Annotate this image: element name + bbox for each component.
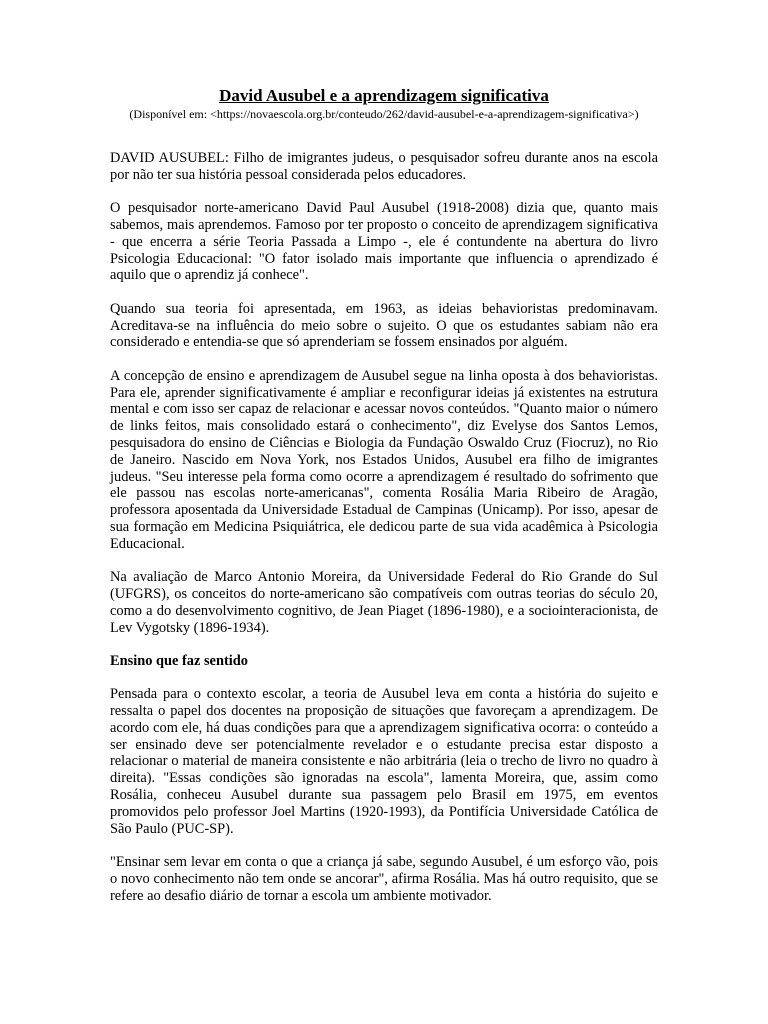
paragraph-conception: A concepção de ensino e aprendizagem de Ausubel segue na linha oposta à dos behavioristas. Para ele, aprender significativamente é ampliar e reconfigurar ideias já existentes na estrutura mental e com isso ser capaz de relacionar e acessar novos conteúdos. "Quanto maior o número de links feitos, mais consolidado estará o conhecimento", diz Evelyse dos Santos Lemos, pesquisadora do ensino de Ciências e Biologia da Fundação Oswaldo Cruz (Fiocruz), no Rio de Janeiro. Nascido em Nova York, nos Estados Unidos, Ausubel era filho de imigrantes judeus. "Seu interesse pela forma como ocorre a aprendizagem é resultado do sofrimento que ele passou nas escolas norte-americanas", comenta Rosália Maria Ribeiro de Aragão, professora aposentada da Universidade Estadual de Campinas (Unicamp). Por isso, apesar de sua formação em Medicina Psiquiátrica, ele dedicou parte de sua vida acadêmica à Psicologia Educacional. <box>110 367 658 552</box>
document-title: David Ausubel e a aprendizagem significativa <box>219 86 549 105</box>
source-citation: (Disponível em: <https://novaescola.org.br/conteudo/262/david-ausubel-e-a-aprendizagem-significativa>) <box>129 107 639 121</box>
paragraph-evaluation: Na avaliação de Marco Antonio Moreira, da Universidade Federal do Rio Grande do Sul (UFGRS), os conceitos do norte-americano são compatíveis com outras teorias do século 20, como a do desenvolvimento cognitivo, de Jean Piaget (1896-1980), e a sociointeracionista, de Lev Vygotsky (1896-1934). <box>110 569 658 636</box>
section-heading: Ensino que faz sentido <box>110 652 248 669</box>
paragraph-school-context: Pensada para o contexto escolar, a teoria de Ausubel leva em conta a história do sujeito e ressalta o papel dos docentes na proposição de situações que favoreçam a aprendizagem. De acordo com ele, há duas condições para que a aprendizagem significativa ocorra: o conteúdo a ser ensinado deve ser potencialmente revelador e o estudante precisa estar disposto a relacionar o material de maneira consistente e não arbitrária (leia o trecho de livro no quadro à direita). "Essas condições são ignoradas na escola", lamenta Moreira, que, assim como Rosália, conheceu Ausubel durante sua passagem pelo Brasil em 1975, em eventos promovidos pelo professor Joel Martins (1920-1993), da Pontifícia Universidade Católica de São Paulo (PUC-SP). <box>110 686 658 837</box>
document-body <box>110 150 658 921</box>
paragraph-behaviorism: Quando sua teoria foi apresentada, em 1963, as ideias behavioristas predominavam. Acreditava-se na influência do meio sobre o sujeito. O que os estudantes sabiam não era considerado e entendia-se que só aprenderiam se fossem ensinados por alguém. <box>110 300 658 351</box>
paragraph-teaching: "Ensinar sem levar em conta o que a criança já sabe, segundo Ausubel, é um esforço vão, pois o novo conhecimento não tem onde se ancorar", afirma Rosália. Mas há outro requisito, que se refere ao desafio diário de tornar a escola um ambiente motivador. <box>110 854 658 904</box>
paragraph-intro: DAVID AUSUBEL: Filho de imigrantes judeus, o pesquisador sofreu durante anos na escola por não ter sua história pessoal considerada pelos educadores. <box>110 150 658 183</box>
paragraph-researcher: O pesquisador norte-americano David Paul Ausubel (1918-2008) dizia que, quanto mais sabemos, mais aprendemos. Famoso por ter proposto o conceito de aprendizagem significativa - que encerra a série Teoria Passada a Limpo -, ele é contundente na abertura do livro Psicologia Educacional: "O fator isolado mais importante que influencia o aprendizado é aquilo que o aprendiz já conhece". <box>110 200 658 284</box>
